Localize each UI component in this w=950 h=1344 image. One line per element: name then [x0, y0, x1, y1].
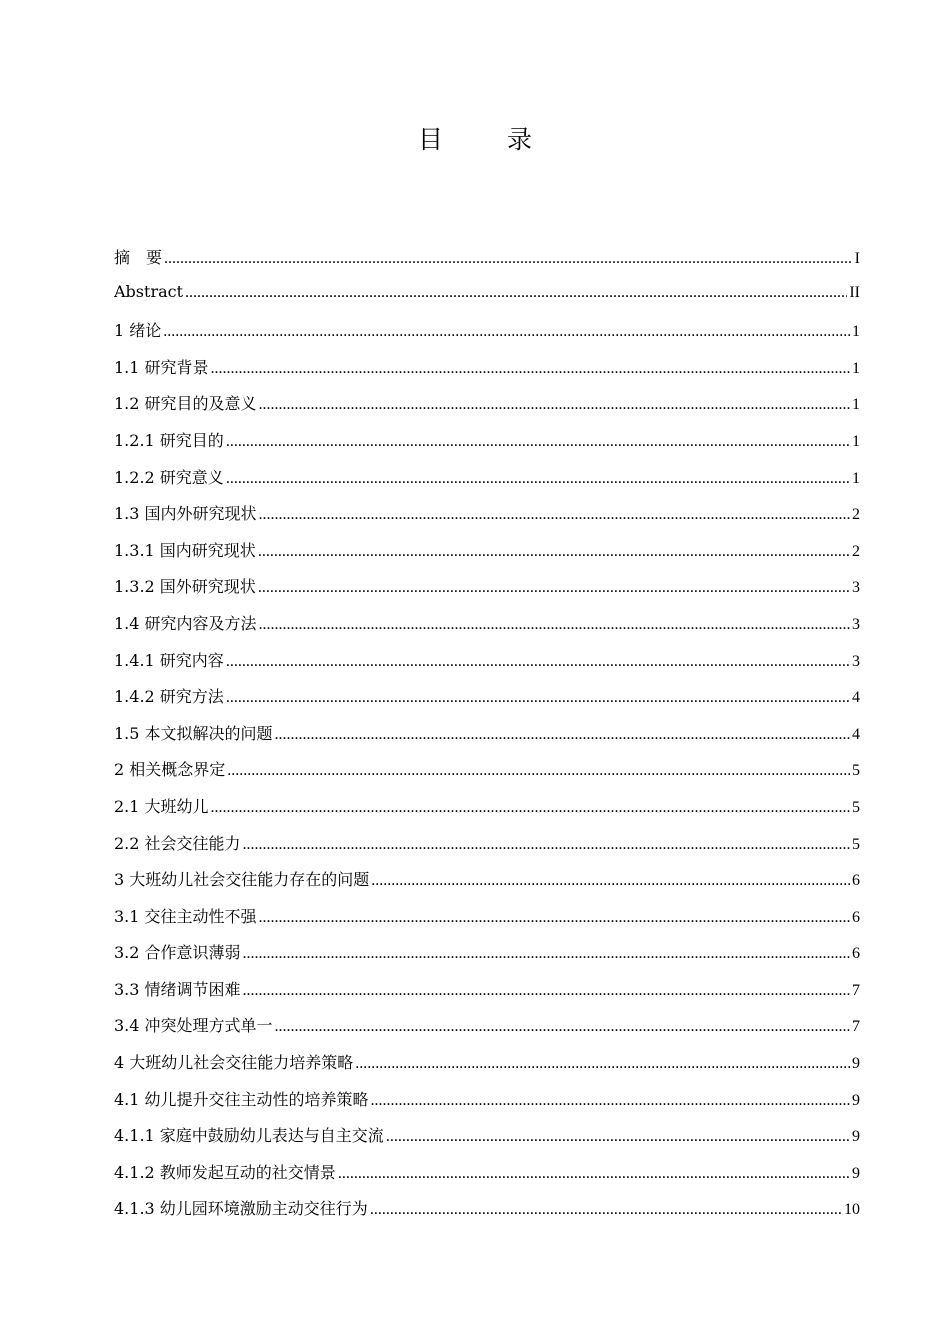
toc-entry[interactable] [114, 318, 860, 355]
toc-entry[interactable] [114, 757, 860, 794]
toc-entry-page-number: 5 [852, 835, 860, 853]
toc-entry[interactable] [114, 1160, 860, 1197]
toc-entry-page-number: 1 [852, 323, 860, 341]
toc-entry[interactable] [114, 1050, 860, 1087]
toc-entry-label: 1.2.2 研究意义 [114, 467, 224, 487]
toc-leader-dots [258, 543, 850, 561]
toc-leader-dots [338, 1165, 850, 1183]
toc-leader-dots [259, 396, 850, 414]
toc-entry-page-number: 4 [852, 689, 860, 707]
toc-entry-page-number: 9 [852, 1164, 860, 1182]
toc-entry[interactable] [114, 501, 860, 538]
toc-entry[interactable] [114, 1087, 860, 1124]
toc-leader-dots [243, 945, 850, 963]
toc-entry-page-number: 5 [852, 762, 860, 780]
toc-entry-label: 1.3.2 国外研究现状 [114, 577, 256, 597]
toc-entry[interactable] [114, 574, 860, 611]
toc-entry[interactable] [114, 867, 860, 904]
toc-entry-label: 1.4.1 研究内容 [114, 650, 224, 670]
toc-entry-label: 1.2 研究目的及意义 [114, 394, 257, 414]
toc-entry[interactable] [114, 721, 860, 758]
toc-entry-page-number: I [854, 250, 860, 267]
toc-leader-dots [371, 1092, 850, 1110]
toc-entry-label: 1.4.2 研究方法 [114, 687, 224, 707]
toc-leader-dots [275, 726, 850, 744]
toc-entry-label: 1.3 国内外研究现状 [114, 504, 257, 524]
table-of-contents [114, 245, 860, 1233]
toc-leader-dots [226, 653, 850, 671]
toc-entry-page-number: 2 [852, 506, 860, 524]
toc-entry[interactable] [114, 794, 860, 831]
toc-entry-page-number: 6 [852, 908, 860, 926]
toc-entry[interactable] [114, 391, 860, 428]
toc-entry-page-number: 2 [852, 542, 860, 560]
toc-entry-page-number: 1 [852, 432, 860, 450]
toc-entry-page-number: II [849, 283, 860, 301]
toc-entry-label: 2 相关概念界定 [114, 760, 226, 780]
toc-entry[interactable] [114, 245, 860, 282]
toc-entry-label: 4.1.3 幼儿园环境激励主动交往行为 [114, 1199, 368, 1219]
toc-entry-label: 3.1 交往主动性不强 [114, 906, 257, 926]
toc-entry[interactable] [114, 831, 860, 868]
toc-entry[interactable] [114, 538, 860, 575]
toc-entry-page-number: 7 [852, 981, 860, 999]
toc-entry-page-number: 1 [852, 396, 860, 414]
toc-leader-dots [258, 579, 850, 597]
toc-leader-dots [386, 1128, 850, 1146]
toc-entry-page-number: 5 [852, 798, 860, 816]
toc-entry-page-number: 10 [844, 1201, 860, 1219]
toc-entry-label: 3.4 冲突处理方式单一 [114, 1016, 273, 1036]
toc-leader-dots [226, 689, 850, 707]
toc-entry-label: 4.1.2 教师发起互动的社交情景 [114, 1162, 336, 1182]
toc-entry-page-number: 6 [852, 872, 860, 890]
toc-entry-label: 1.5 本文拟解决的问题 [114, 723, 273, 743]
toc-entry-label: 摘 要 [114, 248, 163, 267]
toc-entry-label: Abstract [114, 281, 184, 301]
toc-entry[interactable] [114, 1013, 860, 1050]
toc-entry-label: 1.2.1 研究目的 [114, 430, 224, 450]
toc-entry-label: 3.2 合作意识薄弱 [114, 943, 241, 963]
toc-leader-dots [163, 323, 850, 341]
toc-entry-page-number: 9 [852, 1128, 860, 1146]
toc-leader-dots [243, 982, 850, 1000]
toc-entry[interactable] [114, 977, 860, 1014]
toc-entry-page-number: 6 [852, 945, 860, 963]
toc-entry-page-number: 3 [852, 652, 860, 670]
toc-leader-dots [185, 284, 847, 302]
toc-entry-label: 1.1 研究背景 [114, 357, 209, 377]
toc-entry[interactable] [114, 1123, 860, 1160]
page-title: 目 录 [418, 125, 560, 154]
toc-leader-dots [259, 616, 850, 634]
toc-entry-page-number: 9 [852, 1091, 860, 1109]
toc-entry-label: 1 绪论 [114, 321, 162, 341]
toc-entry-label: 4.1 幼儿提升交往主动性的培养策略 [114, 1089, 369, 1109]
toc-entry[interactable] [114, 684, 860, 721]
toc-entry-label: 4.1.1 家庭中鼓励幼儿表达与自主交流 [114, 1126, 384, 1146]
toc-leader-dots [371, 872, 850, 890]
toc-entry[interactable] [114, 648, 860, 685]
toc-entry[interactable] [114, 940, 860, 977]
toc-entry-label: 2.1 大班幼儿 [114, 796, 209, 816]
toc-entry-page-number: 3 [852, 615, 860, 633]
toc-leader-dots [259, 506, 850, 524]
toc-entry[interactable] [114, 282, 860, 319]
toc-leader-dots [164, 250, 853, 268]
toc-entry[interactable] [114, 355, 860, 392]
toc-entry-page-number: 7 [852, 1018, 860, 1036]
toc-leader-dots [211, 360, 850, 378]
toc-leader-dots [355, 1055, 850, 1073]
toc-leader-dots [275, 1018, 850, 1036]
toc-entry-label: 1.4 研究内容及方法 [114, 613, 257, 633]
toc-leader-dots [243, 836, 850, 854]
toc-entry-label: 3.3 情绪调节困难 [114, 979, 241, 999]
toc-entry[interactable] [114, 1196, 860, 1233]
toc-entry-label: 1.3.1 国内研究现状 [114, 540, 256, 560]
toc-entry-page-number: 4 [852, 725, 860, 743]
toc-entry[interactable] [114, 428, 860, 465]
toc-entry-page-number: 3 [852, 579, 860, 597]
toc-leader-dots [227, 762, 850, 780]
toc-entry-label: 4 大班幼儿社会交往能力培养策略 [114, 1053, 354, 1073]
toc-leader-dots [226, 433, 850, 451]
toc-entry[interactable] [114, 904, 860, 941]
toc-entry-label: 2.2 社会交往能力 [114, 833, 241, 853]
toc-entry[interactable] [114, 465, 860, 502]
toc-entry[interactable] [114, 611, 860, 648]
toc-entry-label: 3 大班幼儿社会交往能力存在的问题 [114, 870, 370, 890]
toc-entry-page-number: 9 [852, 1055, 860, 1073]
toc-entry-page-number: 1 [852, 359, 860, 377]
toc-entry-page-number: 1 [852, 469, 860, 487]
toc-leader-dots [226, 470, 850, 488]
toc-leader-dots [259, 909, 850, 927]
toc-leader-dots [211, 799, 850, 817]
toc-leader-dots [370, 1201, 842, 1219]
